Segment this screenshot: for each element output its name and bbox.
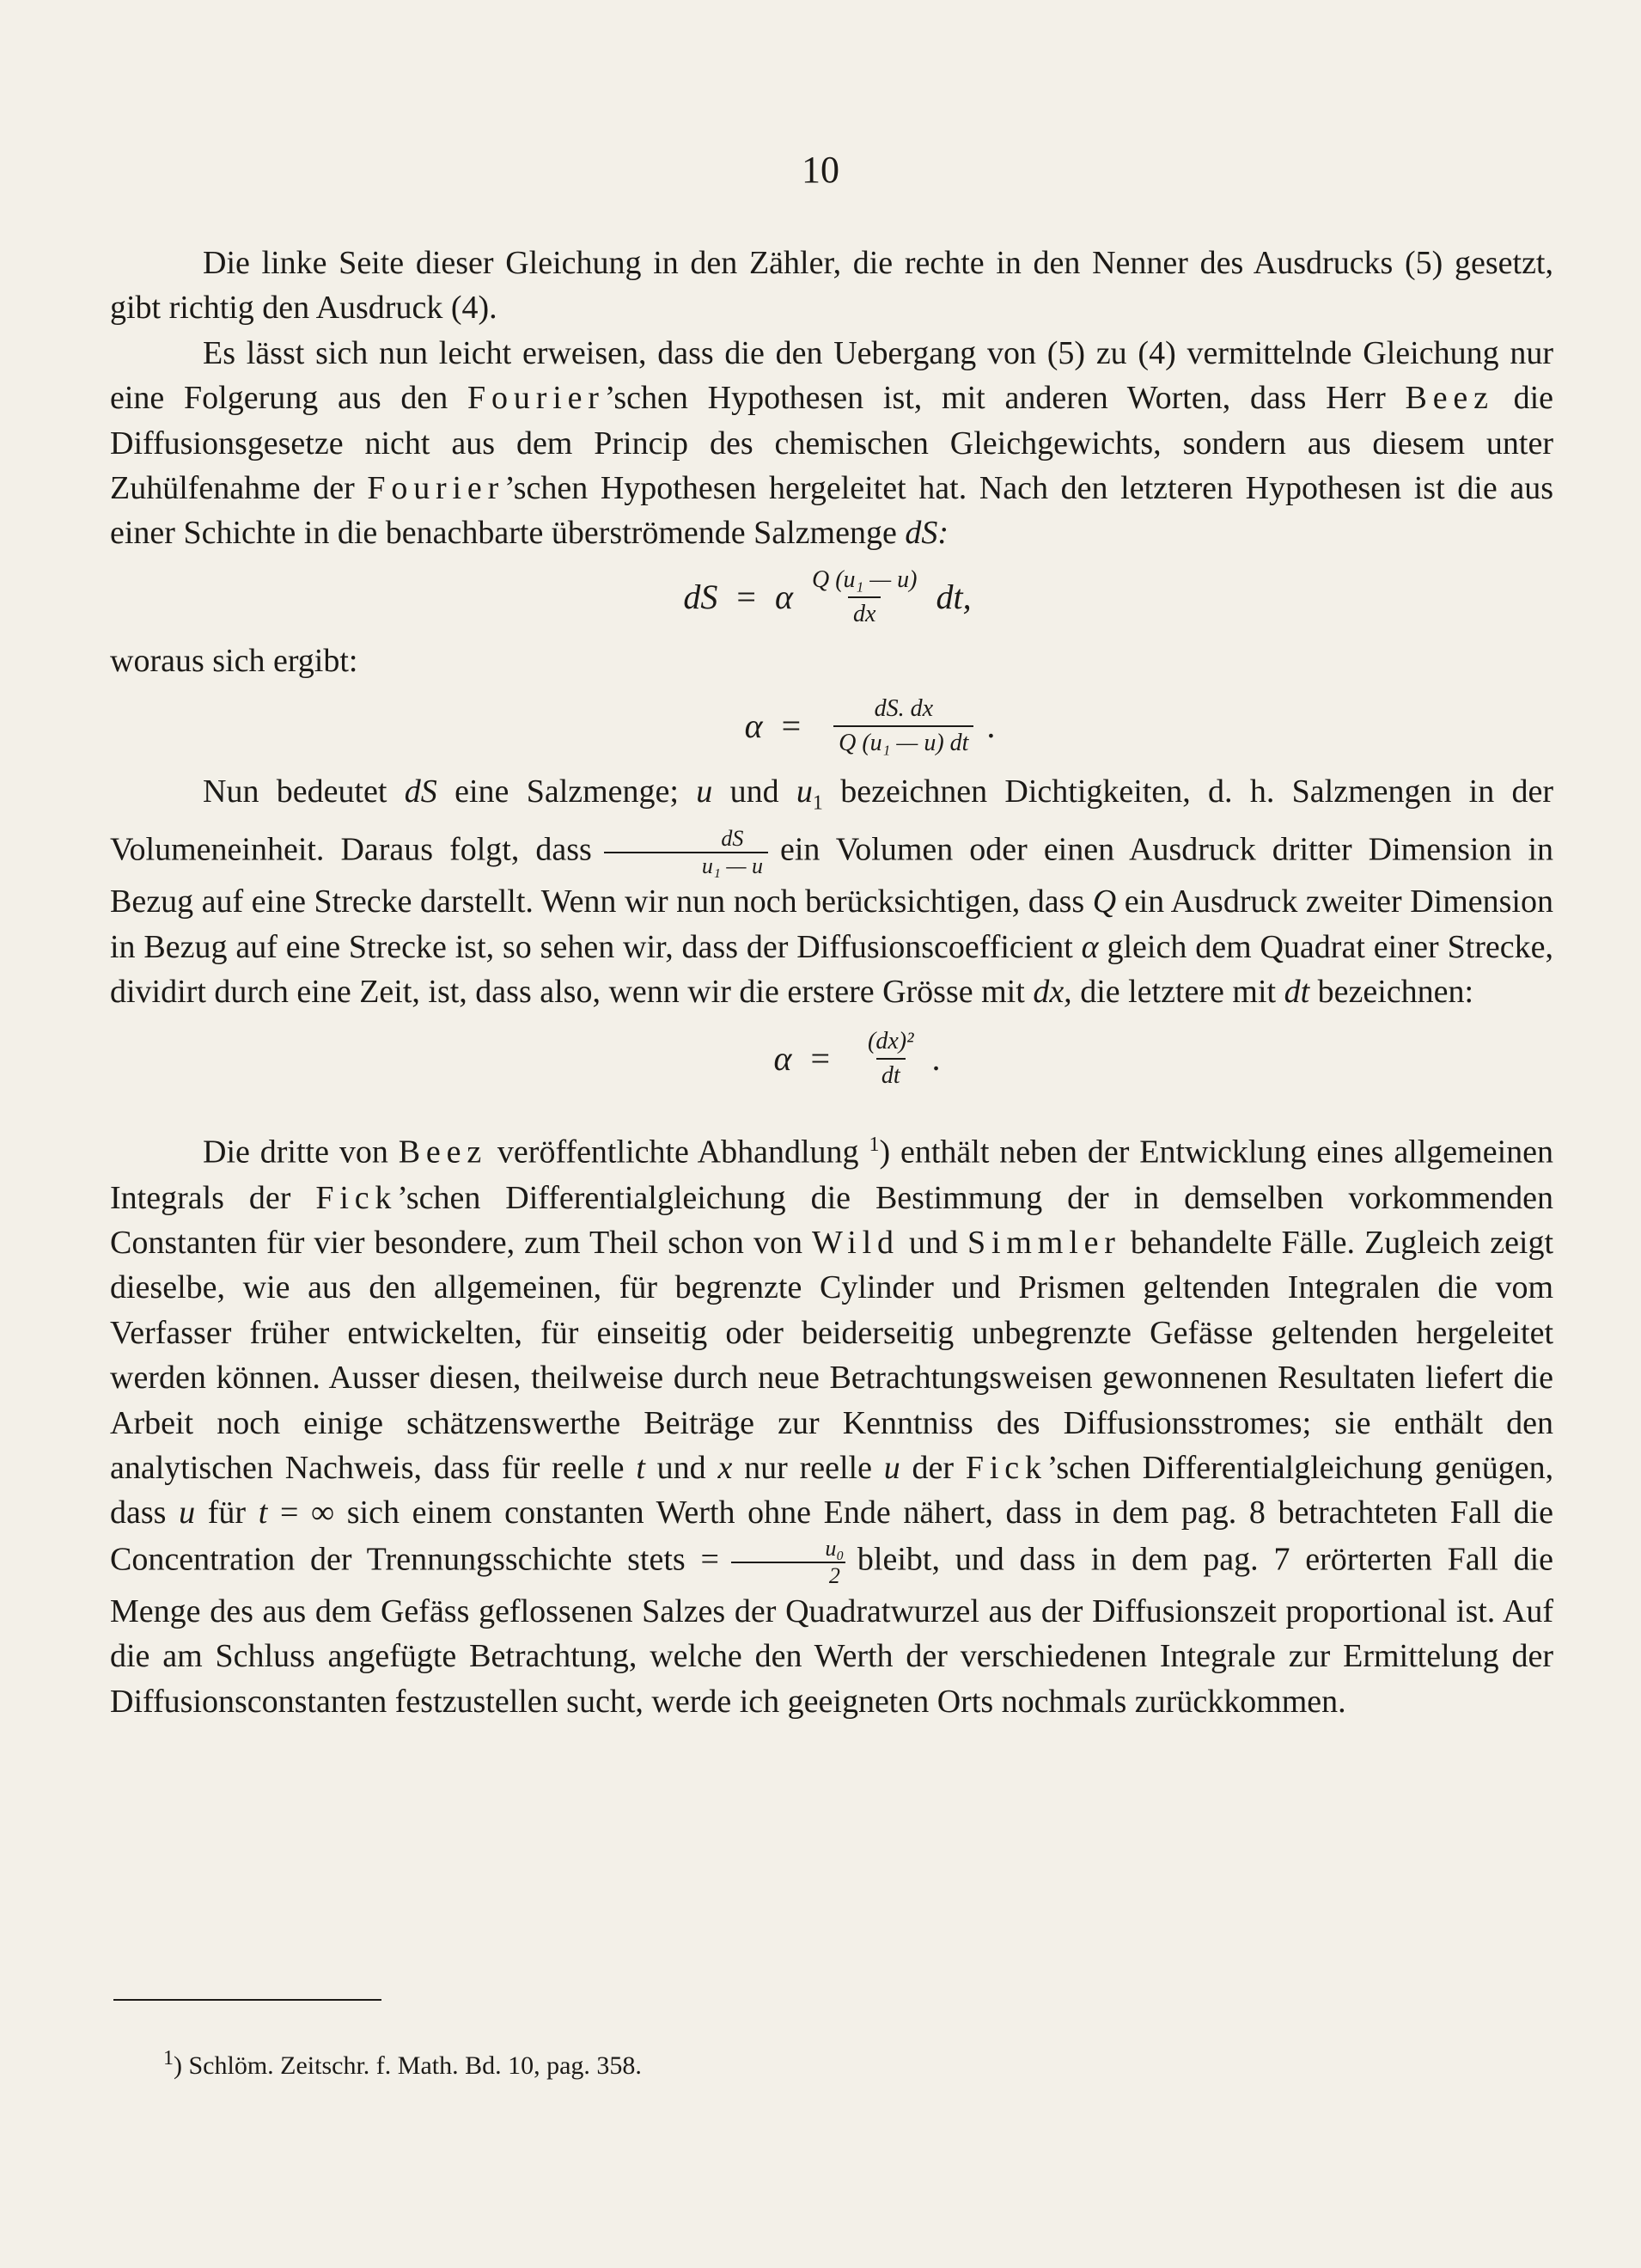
- footnote: $^1$) Schlöm. Zeitschr. f. Math. Bd. 10, pag. 358.: [163, 2047, 642, 2080]
- equation-1: dS = α $\frac{\text{Q (u₁ — u)}}{dx}$ dt,: [683, 565, 972, 627]
- inline-fraction: $\frac{\text{u₀}}{2}$: [731, 1536, 845, 1589]
- fraction: $\frac{dS. dx}{\text{Q (u₁ — u) dt}}$: [833, 694, 973, 758]
- name-wild: Wild: [812, 1224, 900, 1261]
- paragraph-1: Die linke Seite dieser Gleichung in den Zähler, die rechte in den Nenner des Ausdrucks (5) gesetzt, gibt richtig den Ausdruck (4).: [110, 245, 1553, 327]
- name-fick: Fick: [965, 1449, 1047, 1486]
- page-number: 10: [802, 149, 839, 191]
- inline-fraction: $\frac{dS}{\text{u₁ — u}}$: [604, 826, 768, 879]
- main-text: [110, 241, 1553, 1724]
- paragraph-4: Die dritte von Beez veröffentlichte Abhandlung $^1$) enthält neben der Entwicklung eines allgemeinen Integrals der Fick’schen Differentialgleichung die Bestimmung der in demselben vorkommenden Constanten für vier besondere, zum Theil schon von Wild und Simmler behandelte Fälle. Zugleich zeigt dieselbe, wie aus den allgemeinen, für begrenzte Cylinder und Prismen geltenden Integralen die vom Verfasser früher entwickelten, für einseitig oder beiderseitig unbegrenzte Gefässe geltenden hergeleitet werden können. Ausser diesen, theilweise durch neue Betrachtungsweisen gewonnenen Resultaten liefert die Arbeit noch einige schätzenswerthe Beiträge zur Kenntniss des Diffusionsstromes; sie enthält den analytischen Nachweis, dass für reelle t und x nur reelle u der Fick’schen Differentialgleichung genügen, dass u für t = ∞ sich einem constanten Werth ohne Ende nähert, dass in dem pag. 8 betrachteten Fall die Concentration der Trennungsschichte stets = $\frac{\text{u₀}}{2}$ bleibt, und dass in dem pag. 7 erörterten Fall die Menge des aus dem Gefäss geflossenen Salzes der Quadratwurzel aus der Diffusionszeit proportional ist. Auf die am Schluss angefügte Betrachtung, welche den Werth der verschiedenen Integrale zur Ermittelung der Diffusionsconstanten festzustellen sucht, werde ich geeigneten Orts nochmals zurückkommen.: [110, 1134, 1554, 1720]
- name-beez: Beez: [1405, 380, 1494, 417]
- footnote-ref: 1: [869, 1134, 880, 1157]
- equation-2: α = $\frac{dS. dx}{\text{Q (u₁ — u) dt}}$ .: [744, 695, 997, 757]
- name-fick: Fick: [315, 1179, 398, 1216]
- fraction: $\frac{\text{(dx)²}}{dt}$: [868, 1028, 914, 1090]
- name-fourier: Fourier: [367, 470, 505, 507]
- paragraph-3: Nun bedeutet dS eine Salzmenge; u und $u_1$ bezeichnen Dichtigkeiten, d. h. Salzmengen in der Volumeneinheit. Daraus folgt, dass $\frac{dS}{\text{u₁ — u}}$ ein Volumen oder einen Ausdruck dritter Dimension in Bezug auf eine Strecke darstellt. Wenn wir nun noch berücksichtigen, dass Q ein Ausdruck zweiter Dimension in Bezug auf eine Strecke ist, so sehen wir, dass der Diffusionscoefficient α gleich dem Quadrat einer Strecke, dividirt durch eine Zeit, ist, dass also, wenn wir die erstere Grösse mit dx, die letztere mit dt bezeichnen:: [110, 773, 1554, 1011]
- name-fourier: Fourier: [467, 380, 605, 417]
- equation-3: α = $\frac{\text{(dx)²}}{dt}$ .: [773, 1028, 942, 1090]
- fraction: $\frac{\text{Q (u₁ — u)}}{dx}$: [811, 565, 918, 627]
- paragraph-woraus: woraus sich ergibt:: [110, 642, 358, 679]
- footnote-rule: [113, 1999, 381, 2001]
- symbol-ds: dS:: [905, 515, 949, 552]
- name-simmler: Simmler: [967, 1224, 1121, 1261]
- name-beez: Beez: [398, 1134, 488, 1171]
- paragraph-2: Es lässt sich nun leicht erweisen, dass die den Uebergang von (5) zu (4) vermittelnde Gleichung nur eine Folgerung aus den Fourier’schen Hypothesen ist, mit anderen Worten, dass Herr Beez die Diffusionsgesetze nicht aus dem Princip des chemischen Gleichgewichts, sondern aus diesem unter Zuhülfenahme der Fourier’schen Hypothesen hergeleitet hat. Nach den letzteren Hypothesen ist die aus einer Schichte in die benachbarte überströmende Salzmenge dS:: [110, 334, 1554, 552]
